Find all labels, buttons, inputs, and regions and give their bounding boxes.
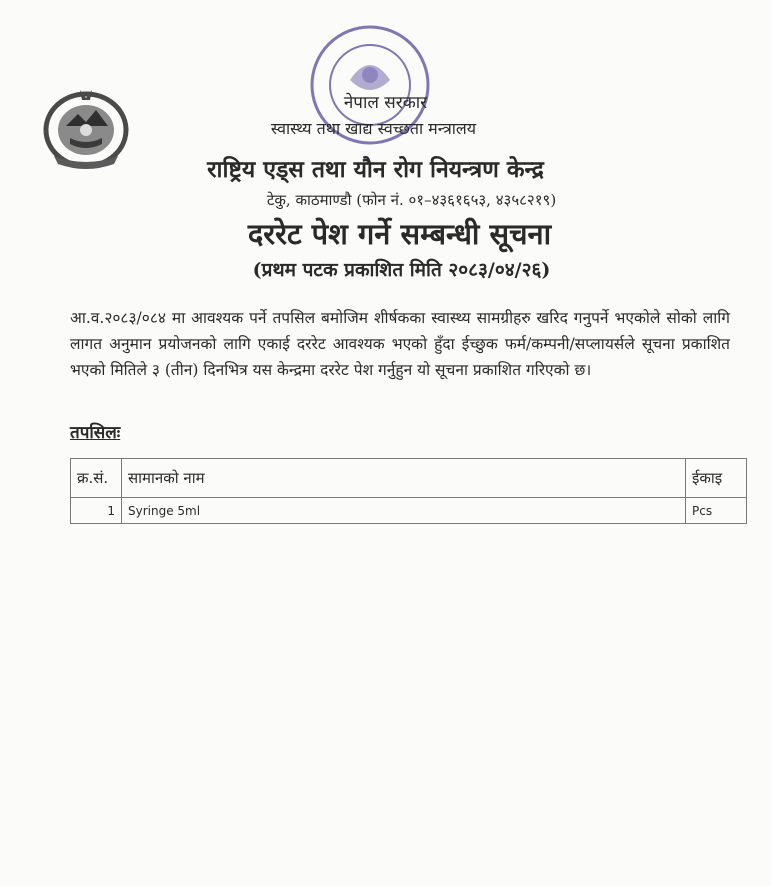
notice-paragraph: आ.व.२०८३/०८४ मा आवश्यक पर्ने तपसिल बमोजिम शीर्षकका स्वास्थ्य सामग्रीहरु खरिद गनुपर्ने भएकोले सोको लागि लागत अनुमान प्रयोजनको लागि एकाई दररेट आवश्यक भएको हुँदा ईच्छुक फर्म/कम्पनी/सप्लायर्सले सूचना प्रकाशित भएको मितिले ३ (तीन) दिनभित्र यस केन्द्रमा दररेट पेश गर्नुहुन यो सूचना प्रकाशित गरिएको छ। [70,309,730,379]
header-item-name: सामानको नाम [122,459,686,498]
header-unit: ईकाइ [686,459,747,498]
centre-address: टेकु, काठमाण्डौ (फोन नं. ०१–४३६१६५३, ४३५८२१९) [266,191,557,209]
ministry-name: स्वास्थ्य तथा खाद्य स्वच्छता मन्त्रालय [270,119,477,138]
header-serial: क्र.सं. [71,459,122,498]
row-unit: Pcs [686,498,747,524]
items-table [70,458,747,524]
notice-title: दररेट पेश गर्ने सम्बन्धी सूचना [247,217,552,251]
centre-name: राष्ट्रिय एड्स तथा यौन रोग नियन्त्रण केन्द्र [207,156,544,183]
row-item-name: Syringe 5ml [122,498,686,524]
row-serial: 1 [71,498,122,524]
publication-date: (प्रथम पटक प्रकाशित मिति २०८३/०४/२६) [252,259,551,281]
table-row [71,498,747,524]
table-header-row [71,459,747,498]
details-label: तपसिलः [70,423,121,443]
government-name: नेपाल सरकार [343,93,428,113]
